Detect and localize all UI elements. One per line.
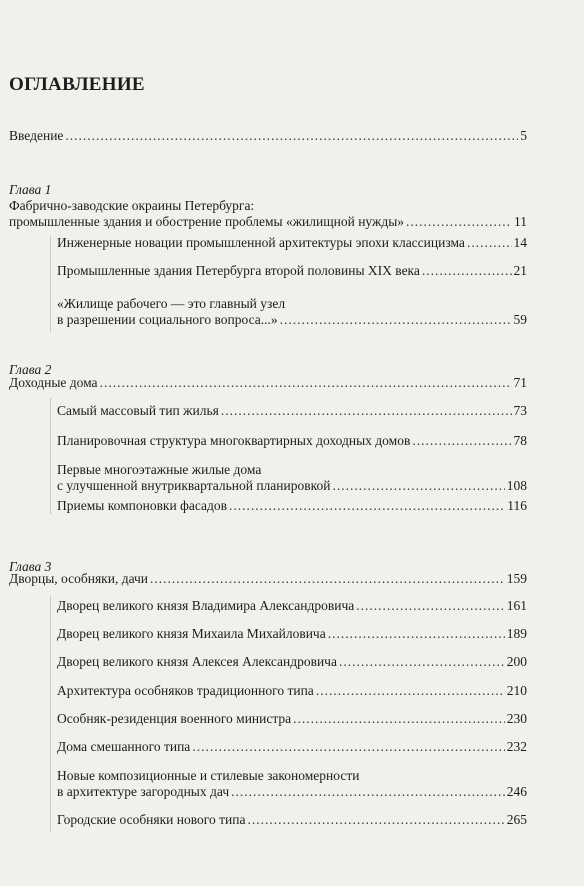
toc-entry-section[interactable]: [57, 654, 527, 670]
toc-entry-section[interactable]: [57, 498, 527, 514]
toc-entry-section[interactable]: [57, 433, 527, 449]
page-number: 108: [506, 478, 527, 493]
entry-title: Приемы компоновки фасадов: [57, 498, 227, 513]
entry-title-line: Фабрично-заводские окраины Петербурга:: [9, 198, 255, 213]
page-number: 11: [514, 214, 527, 229]
entry-title: Дворец великого князя Владимира Александровича: [57, 598, 355, 613]
leader-dots: [422, 263, 512, 279]
entry-title: Самый массовый тип жилья: [57, 403, 219, 418]
chapter-label: Глава 1: [9, 182, 52, 197]
toc-entry-section[interactable]: [57, 263, 527, 279]
leader-dots: [192, 739, 504, 755]
page-number: 71: [513, 375, 527, 390]
toc-entry-section[interactable]: [57, 296, 527, 328]
toc-entry-section[interactable]: [57, 403, 527, 419]
leader-dots: [280, 312, 512, 328]
leader-dots: [65, 128, 518, 144]
entry-title: Инженерные новации промышленной архитектуры эпохи классицизма: [57, 235, 465, 250]
toc-entry-section[interactable]: [57, 711, 527, 727]
entry-title-line: в разрешении социального вопроса...»: [57, 312, 278, 327]
page-number: 210: [506, 683, 527, 698]
toc-heading: ОГЛАВЛЕНИЕ: [9, 74, 145, 95]
leader-dots: [412, 433, 511, 449]
leader-dots: [293, 711, 505, 727]
page-number: 232: [506, 739, 527, 754]
entry-title-line: Дворцы, особняки, дачи: [9, 571, 149, 586]
entry-title: Архитектура особняков традиционного типа: [57, 683, 314, 698]
entry-title-line: в архитектуре загородных дач: [57, 784, 230, 799]
leader-dots: [328, 626, 505, 642]
page-number: 14: [513, 235, 527, 250]
section-rule: [50, 398, 51, 514]
toc-entry-section[interactable]: [57, 626, 527, 642]
page-number: 230: [506, 711, 527, 726]
page-number: 21: [513, 263, 527, 278]
toc-entry-section[interactable]: [57, 598, 527, 614]
toc-entry-section[interactable]: [57, 235, 527, 251]
leader-dots: [100, 375, 512, 391]
toc-entry-section[interactable]: [57, 768, 527, 800]
toc-entry-chapter[interactable]: [9, 198, 527, 230]
toc-entry-intro[interactable]: [9, 128, 527, 144]
page-number: 189: [506, 626, 527, 641]
section-rule: [50, 236, 51, 332]
leader-dots: [316, 683, 505, 699]
page-number: 265: [506, 812, 527, 827]
entry-title: Промышленные здания Петербурга второй половины XIX века: [57, 263, 420, 278]
page-number: 161: [506, 598, 527, 613]
chapter-label: Глава 3: [9, 559, 52, 574]
leader-dots: [247, 812, 504, 828]
page-number: 78: [513, 433, 527, 448]
leader-dots: [231, 784, 505, 800]
leader-dots: [356, 598, 505, 614]
page-number: 59: [513, 312, 527, 327]
leader-dots: [406, 214, 512, 230]
entry-title-line: Новые композиционные и стилевые закономерности: [57, 768, 360, 783]
entry-title: Введение: [9, 128, 64, 143]
entry-title: Дворец великого князя Алексея Александровича: [57, 654, 337, 669]
toc-entry-section[interactable]: [57, 812, 527, 828]
page-number: 200: [506, 654, 527, 669]
leader-dots: [339, 654, 505, 670]
entry-title: Дворец великого князя Михаила Михайловича: [57, 626, 326, 641]
entry-title: Особняк-резиденция военного министра: [57, 711, 292, 726]
leader-dots: [332, 478, 504, 494]
toc-entry-section[interactable]: [57, 739, 527, 755]
chapter-label: Глава 2: [9, 362, 52, 377]
page-number: 246: [506, 784, 527, 799]
leader-dots: [467, 235, 512, 251]
entry-title-line: с улучшенной внутриквартальной планировкой: [57, 478, 331, 493]
leader-dots: [221, 403, 512, 419]
page-number: 116: [507, 498, 527, 513]
page-number: 159: [506, 571, 527, 586]
entry-title-line: «Жилище рабочего — это главный узел: [57, 296, 286, 311]
toc-entry-chapter[interactable]: [9, 571, 527, 587]
entry-title-line: промышленные здания и обострение проблемы «жилищной нужды»: [9, 214, 405, 229]
entry-title-line: Первые многоэтажные жилые дома: [57, 462, 262, 477]
section-rule: [50, 596, 51, 832]
leader-dots: [229, 498, 505, 514]
toc-entry-chapter[interactable]: [9, 375, 527, 391]
entry-title: Дома смешанного типа: [57, 739, 191, 754]
page-number: 5: [520, 128, 527, 143]
leader-dots: [150, 571, 505, 587]
page-number: 73: [513, 403, 527, 418]
toc-entry-section[interactable]: [57, 683, 527, 699]
entry-title: Планировочная структура многоквартирных доходных домов: [57, 433, 411, 448]
entry-title-line: Доходные дома: [9, 375, 98, 390]
toc-entry-section[interactable]: [57, 462, 527, 494]
entry-title: Городские особняки нового типа: [57, 812, 246, 827]
